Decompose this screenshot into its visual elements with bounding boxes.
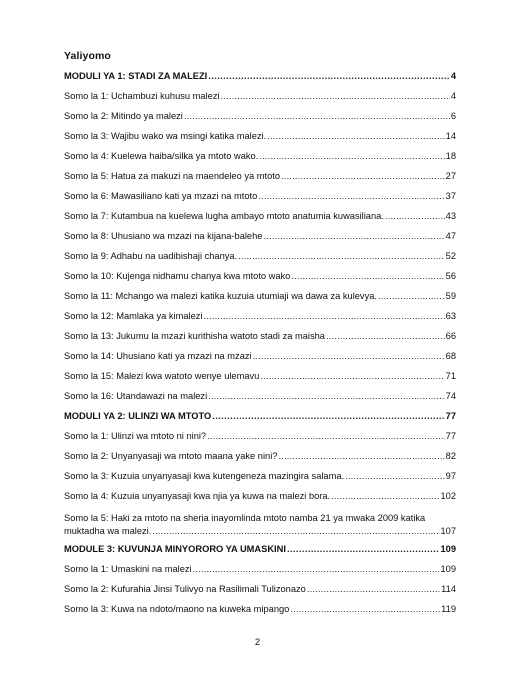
toc-lesson-entry[interactable] xyxy=(64,150,456,163)
toc-entry-title: Somo la 13: Jukumu la mzazi kurithisha watoto stadi za maisha xyxy=(64,331,325,341)
toc-lesson-entry[interactable] xyxy=(64,310,456,323)
dot-leader xyxy=(331,490,439,503)
toc-entry-page: 109 xyxy=(440,564,456,574)
toc-entry-page: 14 xyxy=(445,131,456,141)
toc-lesson-entry[interactable] xyxy=(64,490,456,503)
toc-entry-title: Somo la 1: Ulinzi wa mtoto ni nini? xyxy=(64,431,207,441)
toc-module-entry[interactable] xyxy=(64,70,456,83)
toc-entry-title-line2: muktadha wa malezi. xyxy=(64,526,152,536)
toc-entry-page: 102 xyxy=(440,491,456,501)
toc-entry-page: 74 xyxy=(445,391,456,401)
dot-leader xyxy=(258,190,444,203)
toc-entry-title: MODULE 3: KUVUNJA MINYORORO YA UMASKINI xyxy=(64,544,286,554)
toc-module-entry[interactable] xyxy=(64,410,456,423)
toc-lesson-entry[interactable] xyxy=(64,350,456,363)
toc-lesson-entry[interactable] xyxy=(64,250,456,263)
toc-entry-page: 4 xyxy=(450,71,456,81)
toc-entry-page: 68 xyxy=(445,351,456,361)
dot-leader xyxy=(208,70,450,83)
dot-leader xyxy=(263,230,444,243)
toc-entry-title: Somo la 2: Unyanyasaji wa mtoto maana yake nini? xyxy=(64,451,278,461)
toc-lesson-entry[interactable] xyxy=(64,450,456,463)
toc-entry-title: Somo la 3: Wajibu wako wa msingi katika malezi. xyxy=(64,131,267,141)
toc-entry-page: 52 xyxy=(445,251,456,261)
toc-lesson-entry[interactable] xyxy=(64,603,456,616)
toc-entry-title: MODULI YA 1: STADI ZA MALEZI xyxy=(64,71,208,81)
dot-leader xyxy=(260,370,444,383)
toc-entry-title: Somo la 12: Mamlaka ya kimalezi xyxy=(64,311,203,321)
toc-entry-title: Somo la 4: Kuelewa haiba/silka ya mtoto wako. xyxy=(64,151,259,161)
toc-entry-title: Somo la 1: Uchambuzi kuhusu malezi xyxy=(64,91,220,101)
toc-lesson-entry[interactable] xyxy=(64,370,456,383)
toc-heading: Yaliyomo xyxy=(64,50,111,62)
toc-module-entry[interactable] xyxy=(64,543,456,556)
toc-entry-page: 77 xyxy=(445,431,456,441)
dot-leader xyxy=(152,525,439,538)
page-number: 2 xyxy=(254,637,261,648)
toc-entry-title: Somo la 11: Mchango wa malezi katika kuzuia utumiaji wa dawa za kulevya. xyxy=(64,291,377,301)
toc-lesson-entry[interactable] xyxy=(64,170,456,183)
toc-entry-title: Somo la 3: Kuzuia unyanyasaji kwa kutengeneza mazingira salama. xyxy=(64,471,345,481)
toc-entry-page: 66 xyxy=(445,331,456,341)
toc-entry-page: 82 xyxy=(445,451,456,461)
toc-entry-page: 4 xyxy=(450,91,456,101)
toc-entry-page: 119 xyxy=(441,604,456,614)
dot-leader xyxy=(378,290,445,303)
toc-entry-title: Somo la 15: Malezi kwa watoto wenye ulemavu xyxy=(64,371,260,381)
toc-entry-page: 107 xyxy=(440,526,456,536)
toc-entry-title: Somo la 10: Kujenga nidhamu chanya kwa mtoto wako xyxy=(64,271,291,281)
dot-leader xyxy=(253,350,445,363)
toc-lesson-entry[interactable] xyxy=(64,563,456,576)
dot-leader xyxy=(267,130,444,143)
toc-entry-title: Somo la 9: Adhabu na uadibishaji chanya. xyxy=(64,251,238,261)
toc-entry-page: 18 xyxy=(445,151,456,161)
toc-lesson-entry[interactable] xyxy=(64,330,456,343)
dot-leader xyxy=(326,330,445,343)
toc-entry-page: 43 xyxy=(445,211,456,221)
dot-leader xyxy=(307,583,440,596)
toc-entry-page: 47 xyxy=(445,231,456,241)
toc-entry-title: Somo la 16: Utandawazi na malezi xyxy=(64,391,208,401)
toc-entry-title: Somo la 1: Umaskini na malezi xyxy=(64,564,192,574)
toc-lesson-entry[interactable] xyxy=(64,470,456,483)
toc-lesson-entry[interactable] xyxy=(64,390,456,403)
dot-leader xyxy=(385,210,445,223)
toc-lesson-entry[interactable] xyxy=(64,512,456,538)
toc-entry-page: 114 xyxy=(441,584,456,594)
toc-entry-page: 37 xyxy=(445,191,456,201)
toc-entry-page: 6 xyxy=(450,111,456,121)
toc-lesson-entry[interactable] xyxy=(64,130,456,143)
toc-entry-title: Somo la 2: Mitindo ya malezi xyxy=(64,111,183,121)
toc-entry-page: 56 xyxy=(445,271,456,281)
dot-leader xyxy=(207,430,445,443)
dot-leader xyxy=(345,470,445,483)
toc-entry-page: 71 xyxy=(445,371,456,381)
dot-leader xyxy=(208,390,445,403)
toc-lesson-entry[interactable] xyxy=(64,270,456,283)
dot-leader xyxy=(221,90,450,103)
toc-entry-title: Somo la 8: Uhusiano wa mzazi na kijana-balehe xyxy=(64,231,263,241)
toc-entry-page: 109 xyxy=(440,544,456,554)
toc-lesson-entry[interactable] xyxy=(64,210,456,223)
toc-lesson-entry[interactable] xyxy=(64,583,456,596)
toc-lesson-entry[interactable] xyxy=(64,430,456,443)
dot-leader xyxy=(193,563,440,576)
dot-leader xyxy=(278,450,444,463)
toc-entry-page: 97 xyxy=(445,471,456,481)
dot-leader xyxy=(290,603,440,616)
toc-lesson-entry[interactable] xyxy=(64,230,456,243)
toc-entry-title: Somo la 14: Uhusiano kati ya mzazi na mzazi xyxy=(64,351,252,361)
dot-leader xyxy=(291,270,444,283)
toc-entry-page: 59 xyxy=(445,291,456,301)
toc-entry-title: Somo la 7: Kutambua na kuelewa lugha ambayo mtoto anatumia kuwasiliana. xyxy=(64,211,384,221)
toc-lesson-entry[interactable] xyxy=(64,290,456,303)
dot-leader xyxy=(238,250,445,263)
toc-entry-title: Somo la 4: Kuzuia unyanyasaji kwa njia ya kuwa na malezi bora. xyxy=(64,491,331,501)
dot-leader xyxy=(212,410,444,423)
toc-lesson-entry[interactable] xyxy=(64,90,456,103)
dot-leader xyxy=(281,170,445,183)
dot-leader xyxy=(287,543,440,556)
toc-lesson-entry[interactable] xyxy=(64,190,456,203)
toc-entry-page: 63 xyxy=(445,311,456,321)
toc-entry-title: Somo la 3: Kuwa na ndoto/maono na kuweka mipango xyxy=(64,604,290,614)
dot-leader xyxy=(203,310,444,323)
toc-entry-title: MODULI YA 2: ULINZI WA MTOTO xyxy=(64,411,212,421)
toc-entry-page: 77 xyxy=(445,411,456,421)
toc-entry-title: Somo la 6: Mawasiliano kati ya mzazi na mtoto xyxy=(64,191,258,201)
toc-entry-page: 27 xyxy=(445,171,456,181)
toc-entry-second-line xyxy=(64,525,456,538)
dot-leader xyxy=(259,150,444,163)
toc-entry-title: Somo la 2: Kufurahia Jinsi Tulivyo na Rasilimali Tulizonazo xyxy=(64,584,306,594)
toc-entry-title-line1: Somo la 5: Haki za mtoto na sheria inayomlinda mtoto namba 21 ya mwaka 2009 katika xyxy=(64,513,426,523)
dot-leader xyxy=(184,110,450,123)
toc-lesson-entry[interactable] xyxy=(64,110,456,123)
toc-entry-title: Somo la 5: Hatua za makuzi na maendeleo ya mtoto xyxy=(64,171,281,181)
